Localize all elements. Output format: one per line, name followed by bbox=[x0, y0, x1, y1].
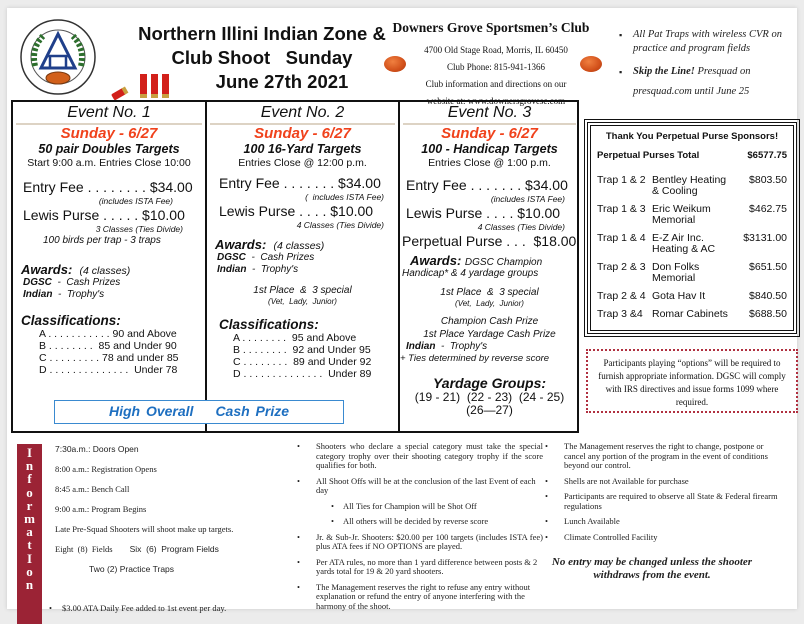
clay-target-icon bbox=[384, 56, 406, 72]
classification-row: C . . . . . . . . . 78 and under 85 bbox=[39, 352, 179, 364]
shotgun-shells-icon bbox=[110, 70, 180, 102]
rules-column bbox=[295, 442, 543, 617]
information-letter: m bbox=[24, 511, 35, 527]
classification-row: A . . . . . . . . . . . 90 and Above bbox=[39, 328, 177, 340]
award-prize: - Trophy's bbox=[52, 289, 105, 300]
schedule-item: 8:00 a.m.: Registration Opens bbox=[55, 464, 157, 474]
sponsors-inner bbox=[590, 125, 794, 331]
sponsor-name: Gota Hav It bbox=[652, 290, 706, 302]
title-line-1: Northern Illini Indian Zone & bbox=[138, 23, 386, 44]
perpetual-purse: Perpetual Purse . . . $18.00 bbox=[402, 233, 577, 249]
award-sponsor: Indian bbox=[23, 289, 53, 300]
sponsors-total bbox=[597, 150, 787, 161]
event-title: Event No. 1 bbox=[16, 104, 202, 125]
entry-fee: Entry Fee . . . . . . . . $34.00 bbox=[23, 179, 193, 195]
high-overall-label: High Overall bbox=[108, 403, 194, 419]
title-line-3: June 27th 2021 bbox=[215, 71, 349, 92]
award-sponsor: Indian bbox=[406, 341, 436, 352]
classification-row: D . . . . . . . . . . . . . . Under 89 bbox=[233, 368, 372, 380]
rule-item: • Per ATA rules, no more than 1 yard difference between posts & 2 yards total for 19 & 20 yard shooters. bbox=[295, 558, 543, 577]
yardage-groups-2: (26—27) bbox=[466, 403, 513, 417]
sponsor-amount: $462.75 bbox=[749, 203, 787, 215]
fields-row bbox=[55, 542, 295, 562]
yardage-groups: (19 - 21) (22 - 23) (24 - 25) bbox=[414, 390, 565, 404]
entry-fee: Entry Fee . . . . . . . $34.00 bbox=[219, 175, 381, 191]
sponsor-left bbox=[597, 233, 734, 255]
event-day: Sunday - 6/27 bbox=[60, 125, 158, 142]
event-2 bbox=[205, 102, 398, 431]
presquad-bullet bbox=[619, 62, 804, 102]
daily-fee-note: • $3.00 ATA Daily Fee added to 1st event per day. bbox=[49, 603, 226, 613]
sponsor-left bbox=[597, 175, 734, 197]
lewis-purse: Lewis Purse . . . . $10.00 bbox=[219, 203, 374, 219]
cash-prize-label: Cash Prize bbox=[215, 403, 290, 419]
club-phone: Club Phone: 815-941-1366 bbox=[447, 62, 545, 72]
sponsors-title: Thank You Perpetual Purse Sponsors! bbox=[605, 131, 779, 142]
sponsor-name: Eric Weikum Memorial bbox=[652, 203, 711, 226]
awards-note: DGSC Champion bbox=[464, 257, 543, 268]
practice-traps: Two (2) Practice Traps bbox=[89, 564, 175, 574]
sponsor-list bbox=[597, 175, 787, 320]
award-sponsor: DGSC bbox=[217, 252, 246, 263]
award-line bbox=[13, 289, 205, 301]
presquad-text: Presquad on bbox=[694, 66, 751, 77]
sponsor-trap: Trap 3 &4 bbox=[597, 308, 643, 320]
program-fields-count: Six (6) Program Fields bbox=[129, 544, 219, 554]
events-grid bbox=[11, 100, 579, 433]
high-overall-cash-prize bbox=[54, 400, 344, 424]
policies-column bbox=[543, 442, 783, 582]
sponsor-trap: Trap 1 & 4 bbox=[597, 232, 646, 244]
event-targets: 50 pair Doubles Targets bbox=[38, 142, 180, 156]
club-address: 4700 Old Stage Road, Morris, IL 60450 bbox=[424, 45, 568, 55]
entry-fee: Entry Fee . . . . . . . $34.00 bbox=[406, 177, 568, 193]
event-3 bbox=[398, 102, 579, 431]
sponsor-row bbox=[597, 309, 787, 320]
lewis-purse: Lewis Purse . . . . $10.00 bbox=[406, 205, 561, 221]
sponsor-name: Romar Cabinets bbox=[652, 308, 728, 320]
cvr-bullet: ▪ All Pat Traps with wireless CVR on practice and program fields bbox=[619, 28, 804, 56]
event-title: Event No. 2 bbox=[210, 104, 395, 125]
information-letter: o bbox=[26, 484, 33, 500]
special-awards-note: (Vet, Lady, Junior) bbox=[455, 299, 524, 308]
policy-item: • Climate Controlled Facility bbox=[543, 533, 783, 543]
sponsor-trap: Trap 2 & 4 bbox=[597, 290, 646, 302]
club-website[interactable]: website at: www.downersgrovesc.com bbox=[426, 96, 566, 106]
champion-prize: Champion Cash Prize bbox=[440, 316, 539, 327]
entry-fee-note: (includes ISTA Fee) bbox=[490, 194, 565, 204]
award-prize: - Trophy's bbox=[435, 341, 488, 352]
sponsor-amount: $651.50 bbox=[749, 261, 787, 273]
sponsor-left bbox=[597, 309, 734, 320]
rule-item: • All Shoot Offs will be at the conclusion of the last Event of each day bbox=[295, 477, 543, 496]
club-info-line: Club information and directions on our bbox=[425, 79, 567, 89]
yardage-prize: 1st Place Yardage Cash Prize bbox=[423, 329, 556, 340]
sponsor-name: Bentley Heating & Cooling bbox=[652, 174, 727, 197]
sponsor-trap: Trap 2 & 3 bbox=[597, 261, 646, 273]
rule-item: • Jr. & Sub-Jr. Shooters: $20.00 per 100 targets (includes ISTA fee) plus ATA fees if NO OPTIONS are played. bbox=[295, 533, 543, 552]
sponsor-amount: $803.50 bbox=[749, 174, 787, 186]
sponsor-row bbox=[597, 233, 787, 255]
no-entry-notice: No entry may be changed unless the shooter withdraws from the event. bbox=[551, 556, 753, 581]
top-bullets bbox=[619, 28, 804, 108]
awards-label: Awards: bbox=[21, 262, 73, 277]
schedule-item: 8:45 a.m.: Bench Call bbox=[55, 484, 130, 494]
sponsor-amount: $688.50 bbox=[749, 308, 787, 320]
event-1 bbox=[13, 102, 205, 431]
information-letter: f bbox=[27, 471, 32, 487]
options-note: Participants playing “options” will be required to furnish appropriate information. DGSC will comply with IRS directives and issue forms 1099 where required. bbox=[586, 349, 798, 413]
information-letter: I bbox=[26, 445, 33, 460]
award-prize: - Trophy's bbox=[246, 264, 299, 275]
flyer-page bbox=[7, 8, 797, 613]
awards-note: (4 classes) bbox=[273, 240, 325, 252]
total-amount: $6577.75 bbox=[747, 150, 787, 161]
entry-fee-note: (includes ISTA Fee) bbox=[98, 196, 173, 206]
classification-row: D . . . . . . . . . . . . . . Under 78 bbox=[39, 364, 178, 376]
award-sponsor: Indian bbox=[217, 264, 247, 275]
fields-count: Eight (8) Fields bbox=[55, 544, 113, 554]
awards-line-2: Handicap* & 4 yardage groups bbox=[402, 268, 539, 279]
information-letter: I bbox=[26, 550, 33, 566]
lewis-purse-note: 3 Classes (Ties Divide) bbox=[95, 224, 183, 234]
awards-heading bbox=[400, 253, 579, 268]
sponsor-name: E-Z Air Inc. Heating & AC bbox=[652, 232, 716, 255]
total-label: Perpetual Purses Total bbox=[597, 150, 700, 161]
sponsor-name: Don Folks Memorial bbox=[652, 261, 700, 284]
birds-note: 100 birds per trap - 3 traps bbox=[43, 235, 161, 246]
event-day: Sunday - 6/27 bbox=[441, 125, 538, 142]
sponsor-row bbox=[597, 175, 787, 197]
classification-row: A . . . . . . . . 95 and Above bbox=[233, 332, 357, 344]
award-line bbox=[13, 277, 205, 289]
classification-row: B . . . . . . . . 85 and Under 90 bbox=[39, 340, 177, 352]
classification-row: C . . . . . . . . 89 and Under 92 bbox=[233, 356, 372, 368]
rule-item: • Shooters who declare a special category must take the special category trophy over their shooting category trophy if the score qualifies for both. bbox=[295, 442, 543, 471]
policy-item: • Shells are not Available for purchase bbox=[543, 477, 783, 487]
information-label bbox=[17, 444, 42, 624]
awards-label: Awards: bbox=[410, 253, 462, 268]
award-prize: - Cash Prizes bbox=[245, 252, 315, 263]
sponsor-trap: Trap 1 & 3 bbox=[597, 203, 646, 215]
award-prize: - Cash Prizes bbox=[51, 277, 121, 288]
classification-row: B . . . . . . . . 92 and Under 95 bbox=[233, 344, 371, 356]
sponsor-left bbox=[597, 291, 734, 302]
rule-subitem: • All Ties for Champion will be Shot Off bbox=[295, 502, 543, 512]
title-line-2: Club Shoot Sunday bbox=[171, 47, 353, 68]
information-letter: t bbox=[27, 537, 32, 553]
lewis-purse: Lewis Purse . . . . . $10.00 bbox=[23, 207, 185, 223]
rule-subitem: • All others will be decided by reverse score bbox=[295, 517, 543, 527]
sponsor-row bbox=[597, 291, 787, 302]
yardage-heading: Yardage Groups: bbox=[432, 375, 547, 391]
schedule-column bbox=[55, 442, 295, 613]
skip-line-text: Skip the Line! bbox=[633, 66, 695, 77]
information-letter: a bbox=[26, 524, 33, 540]
event-title: Event No. 3 bbox=[403, 104, 576, 125]
club-name: Downers Grove Sportsmen’s Club bbox=[392, 20, 590, 35]
event-close: Start 9:00 a.m. Entries Close 10:00 bbox=[27, 157, 191, 169]
information-letter: r bbox=[26, 497, 33, 513]
special-awards-note: (Vet, Lady, Junior) bbox=[268, 297, 337, 306]
awards-label: Awards: bbox=[215, 237, 267, 252]
sponsor-row bbox=[597, 204, 787, 226]
lewis-purse-note: 4 Classes (Ties Divide) bbox=[296, 220, 384, 230]
information-letter: n bbox=[25, 577, 34, 593]
policy-item: • Participants are required to observe all State & Federal firearm regulations bbox=[543, 492, 783, 511]
ties-note: + Ties determined by reverse score bbox=[400, 353, 550, 364]
schedule-item: Late Pre-Squad Shooters will shoot make up targets. bbox=[55, 524, 234, 534]
sponsor-row bbox=[597, 262, 787, 284]
information-letter: n bbox=[25, 458, 34, 474]
sponsor-trap: Trap 1 & 2 bbox=[597, 174, 646, 186]
policy-item: • The Management reserves the right to change, postpone or cancel any portion of the program in the event of conditions beyond our control. bbox=[543, 442, 783, 471]
award-sponsor: DGSC bbox=[23, 277, 52, 288]
awards-heading bbox=[13, 262, 205, 277]
special-awards: 1st Place & 3 special bbox=[253, 285, 352, 296]
event-targets: 100 16-Yard Targets bbox=[243, 142, 362, 156]
information-letter: o bbox=[26, 563, 33, 579]
schedule-item: 7:30a.m.: Doors Open bbox=[55, 444, 139, 454]
award-line bbox=[207, 252, 398, 264]
club-info bbox=[391, 20, 601, 110]
classifications-heading: Classifications: bbox=[21, 313, 121, 328]
sponsor-amount: $3131.00 bbox=[743, 232, 787, 244]
sponsors-box bbox=[584, 119, 800, 337]
event-close: Entries Close @ 12:00 p.m. bbox=[238, 157, 367, 169]
classifications-heading: Classifications: bbox=[219, 317, 319, 332]
awards-note: (4 classes) bbox=[79, 265, 131, 277]
event-close: Entries Close @ 1:00 p.m. bbox=[428, 157, 551, 169]
awards-heading bbox=[207, 237, 398, 252]
event-targets: 100 - Handicap Targets bbox=[421, 142, 558, 156]
rule-item: • The Management reserves the right to refuse any entry without explanation or refund the entry of anyone interfering with the harmony of the shoot. bbox=[295, 583, 543, 612]
sponsor-left bbox=[597, 262, 734, 284]
sponsor-amount: $840.50 bbox=[749, 290, 787, 302]
entry-fee-note: ( includes ISTA Fee) bbox=[305, 192, 384, 202]
award-line bbox=[207, 264, 398, 276]
schedule-item: 9:00 a.m.: Program Begins bbox=[55, 504, 147, 514]
lewis-purse-note: 4 Classes (Ties Divide) bbox=[477, 222, 565, 232]
policy-item: • Lunch Available bbox=[543, 517, 783, 527]
event-day: Sunday - 6/27 bbox=[254, 125, 351, 142]
sponsor-left bbox=[597, 204, 734, 226]
presquad-link[interactable]: presquad.com until June 25 bbox=[633, 86, 750, 97]
indian-award bbox=[400, 341, 579, 353]
clay-target-icon bbox=[580, 56, 602, 72]
ata-logo-icon bbox=[17, 18, 99, 96]
special-awards: 1st Place & 3 special bbox=[440, 287, 539, 298]
